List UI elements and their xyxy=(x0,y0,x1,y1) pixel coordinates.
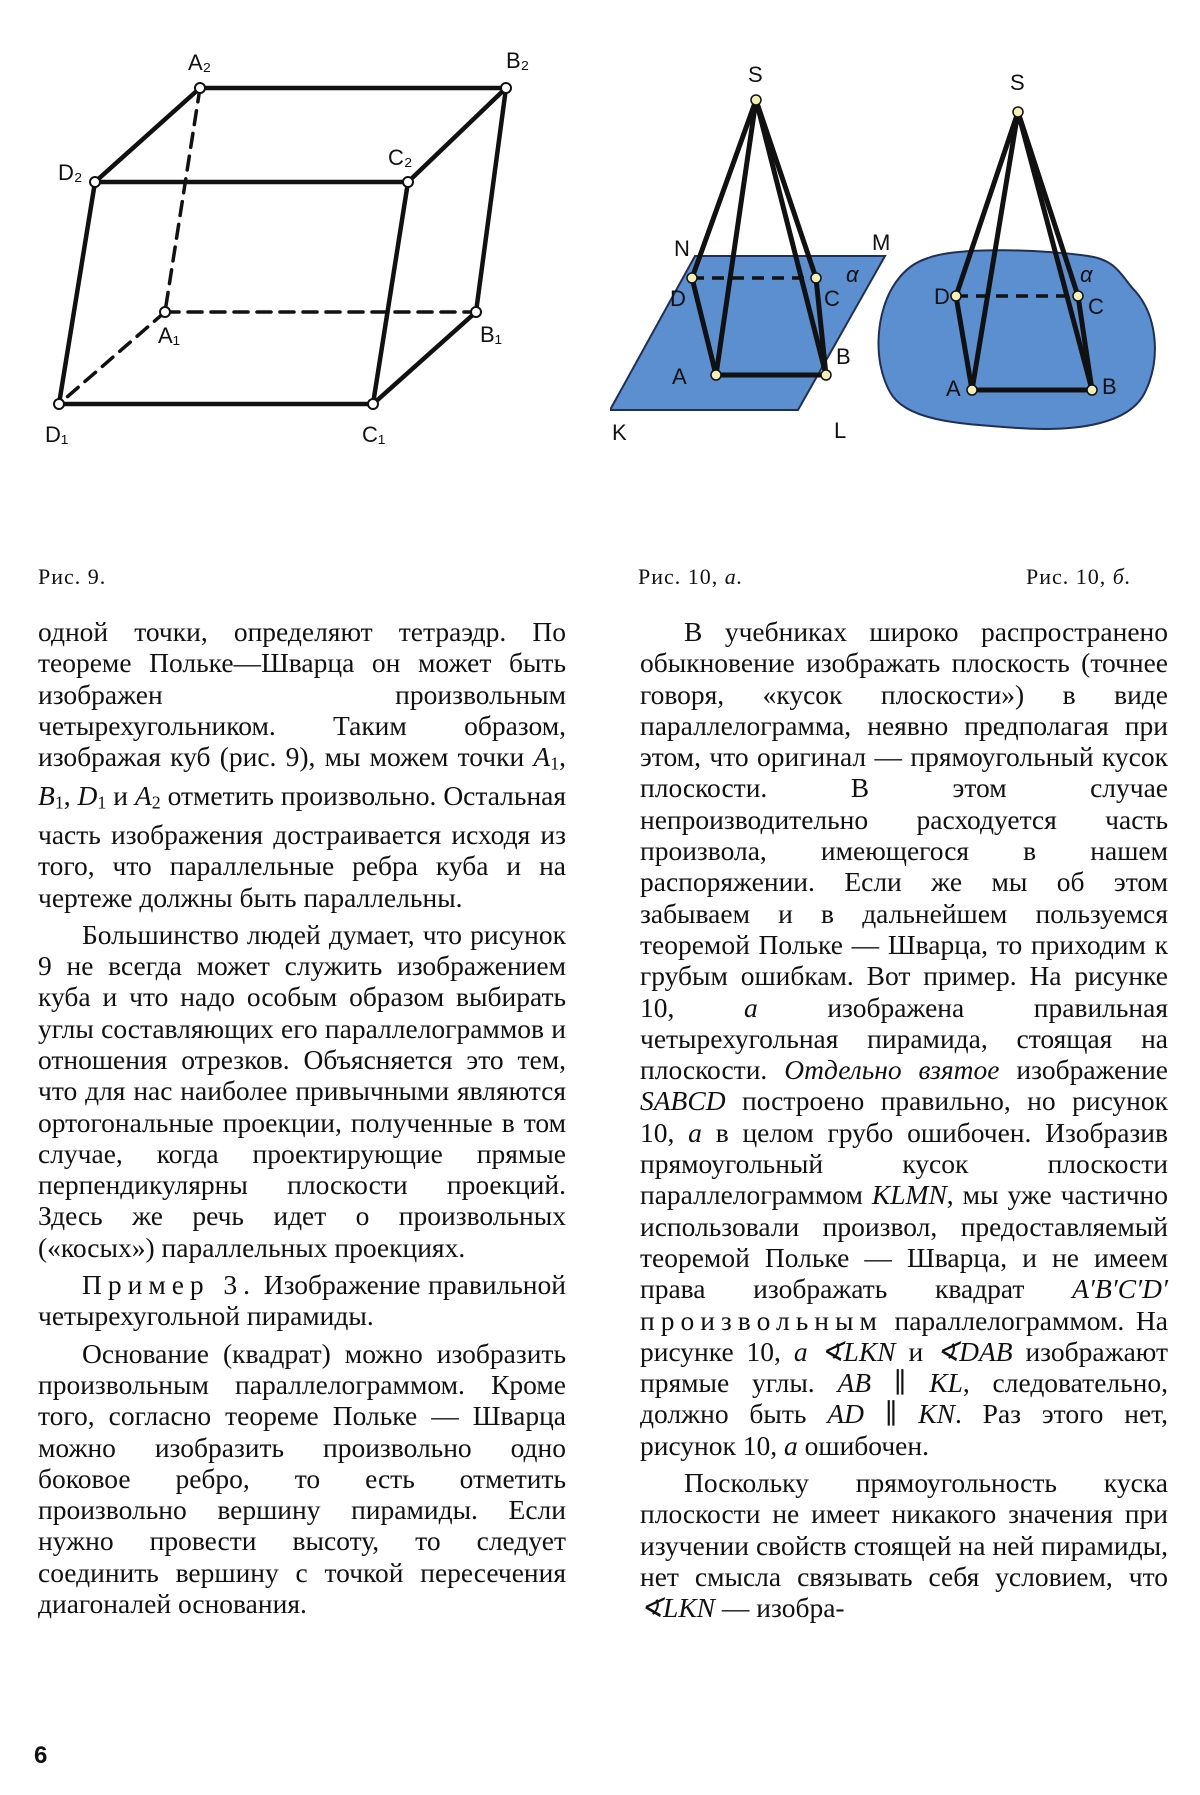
label-b2: B₂ xyxy=(506,48,530,73)
paragraph: Большинство людей думает, что рисунок 9 не всегда может служить изображением куба и что надо особым образом выбирать углы составляющих его параллелограммов и отношения отрезков. Объясняется это тем, что для нас наиболее привычными являются ортогональные проекции, полученные в том случае, когда проектирующие прямые перпендикулярны плоскости проекций. Здесь же речь идет о произвольных («косых») параллельных проекциях. xyxy=(38,918,566,1263)
caption-fig10a-letter: а. xyxy=(724,564,744,589)
figure-letter: а xyxy=(793,1335,808,1367)
paragraph-text: в целом грубо ошибочен. Изобразив прямоугольный кусок плоскости параллелограммом xyxy=(640,1116,1168,1211)
conjunction: и xyxy=(908,1335,924,1367)
paragraph-text: одной точки, определяют тетраэдр. По теореме Польке—Шварца он может быть изображен произвольным четырехугольником. Таким образом, изображая куб (рис. 9), мы можем точки xyxy=(38,616,566,773)
paragraph: одной точки, определяют тетраэдр. По теореме Польке—Шварца он может быть изображен произвольным четырехугольником. Таким образом, изображая куб (рис. 9), мы можем точки $A_1$, $B_1$, $D_1$ и $A_2$ отметить произвольно. Остальная часть изображения достраивается исходя из того, что параллельные ребра куба и на чертеже должны быть параллельны. xyxy=(38,616,567,913)
paragraph-text: Поскольку прямоугольность куска плоскости не имеет никакого значения при изучении свойств стоящей на ней пирамиды, нет смысла связывать себя условием, что xyxy=(640,1467,1168,1592)
label-alpha: α xyxy=(846,262,859,287)
paragraph-text: Изображение правильной четырехугольной пирамиды. xyxy=(38,1269,566,1332)
emphasis: Отдельно взятое xyxy=(784,1054,1000,1086)
math-d1: $D_1$ xyxy=(77,780,107,813)
label-k: K xyxy=(612,420,627,445)
caption-fig10a-prefix: Рис. 10, xyxy=(638,564,719,589)
paragraph-text: отметить произвольно. Остальная часть изображения достраивается исходя из того, что параллельные ребра куба и на чертеже должны быть параллельны. xyxy=(38,780,567,913)
paragraph-text: параллелограммом. На рисунке 10, xyxy=(640,1304,1169,1367)
label-c: C xyxy=(824,286,840,311)
paragraph xyxy=(38,1269,566,1332)
label-c: C xyxy=(1088,294,1104,319)
label-d1: D₁ xyxy=(45,422,69,447)
math-angle-dab: ∢DAB xyxy=(936,1335,1013,1367)
plane-blob xyxy=(879,250,1155,429)
label-a: A xyxy=(672,364,687,389)
caption-fig10b-prefix: Рис. 10, xyxy=(1026,564,1107,589)
label-l: L xyxy=(834,418,847,443)
math-ad-kn: AD ∥ KN xyxy=(827,1398,955,1430)
paragraph-text: , мы уже частично использовали произвол, предоставляемый теоремой Польке — Шварца, и не имеем права изображать квадрат xyxy=(640,1179,1168,1305)
paragraph-text: В учебниках широко распространено обыкновение изображать плоскость (точнее говоря, «кусок плоскости») в виде параллелограмма, неявно предполагая при этом, что оригинал — прямоугольный кусок плоскости. В этом случае непроизводительно расходуется часть произвола, имеющегося в нашем распоряжении. Если же мы об этом забываем и в дальнейшем пользуемся теоремой Польке — Шварца, то приходим к грубым ошибкам. Вот пример. На рисунке 10, xyxy=(640,616,1168,1023)
figure-9-cube xyxy=(40,40,560,470)
math-a2: $A_2$ xyxy=(134,780,161,813)
caption-fig9: Рис. 9. xyxy=(38,564,107,589)
label-c2: C₂ xyxy=(388,145,413,170)
paragraph-text: ошибочен. xyxy=(804,1429,929,1461)
label-a: A xyxy=(946,376,961,401)
right-column xyxy=(640,616,1168,1624)
label-b: B xyxy=(1102,374,1117,399)
paragraph-text: построено правильно, но рисунок 10, xyxy=(640,1085,1168,1148)
paragraph-text: изображена правильная четырехугольная пирамида, стоящая на плоскости. xyxy=(640,991,1168,1086)
paragraph-text: — изобра- xyxy=(721,1592,845,1624)
paragraph: Основание (квадрат) можно изобразить произвольным параллелограммом. Кроме того, согласно теореме Польке — Шварца можно изобразить произвольно одно боковое ребро, то есть отметить произвольно вершину пирамиды. Если нужно провести высоту, то следует соединить вершину с точкой пересечения диагоналей основания. xyxy=(38,1337,566,1620)
label-s: S xyxy=(1010,70,1025,95)
math-angle-lkn: ∢LKN xyxy=(820,1335,896,1367)
plane-klmn xyxy=(610,256,885,410)
conjunction: и xyxy=(113,780,128,812)
label-m: M xyxy=(872,230,891,255)
caption-fig10b-letter: б. xyxy=(1112,564,1132,589)
paragraph-text: изображение xyxy=(1016,1054,1169,1086)
page-number: 6 xyxy=(34,1742,48,1769)
math-quad: A′B′C′D′ xyxy=(1072,1273,1168,1305)
figure-10a-pyramid xyxy=(610,60,900,460)
math-b1: $B_1$ xyxy=(38,780,64,813)
paragraph-text: , следовательно, должно быть xyxy=(640,1367,1169,1430)
example-heading: Пример 3. xyxy=(82,1269,257,1301)
label-d2: D₂ xyxy=(58,160,83,185)
spaced-word: произвольным xyxy=(640,1304,883,1336)
label-c1: C₁ xyxy=(362,422,386,447)
label-b: B xyxy=(836,344,851,369)
left-column xyxy=(38,616,566,1619)
label-n: N xyxy=(674,236,690,261)
label-d: D xyxy=(934,284,950,309)
label-alpha: α xyxy=(1080,262,1093,287)
label-b1: B₁ xyxy=(480,322,503,347)
paragraph-text: . Раз этого нет, рисунок 10, xyxy=(640,1398,1168,1461)
paragraph xyxy=(640,616,1168,1461)
paragraph-text: изображают прямые углы. xyxy=(640,1335,1168,1399)
math-ab-kl: AB ∥ KL xyxy=(837,1367,963,1399)
label-d: D xyxy=(670,286,686,311)
caption-fig10b xyxy=(1026,564,1131,590)
figure-letter: а xyxy=(743,991,758,1023)
math-klmn: KLMN xyxy=(871,1179,947,1211)
label-a2: A₂ xyxy=(188,50,212,75)
figure-10b-pyramid xyxy=(868,60,1168,460)
figure-letter: а xyxy=(784,1429,798,1461)
label-a1: A₁ xyxy=(158,323,181,348)
label-s: S xyxy=(748,62,763,87)
math-sabcd: SABCD xyxy=(640,1085,726,1117)
math-a1: $A_1$ xyxy=(533,741,560,774)
caption-fig10a xyxy=(638,564,743,590)
math-angle-lkn: ∢LKN xyxy=(640,1592,716,1624)
paragraph xyxy=(640,1467,1168,1623)
figure-letter: а xyxy=(688,1116,702,1148)
